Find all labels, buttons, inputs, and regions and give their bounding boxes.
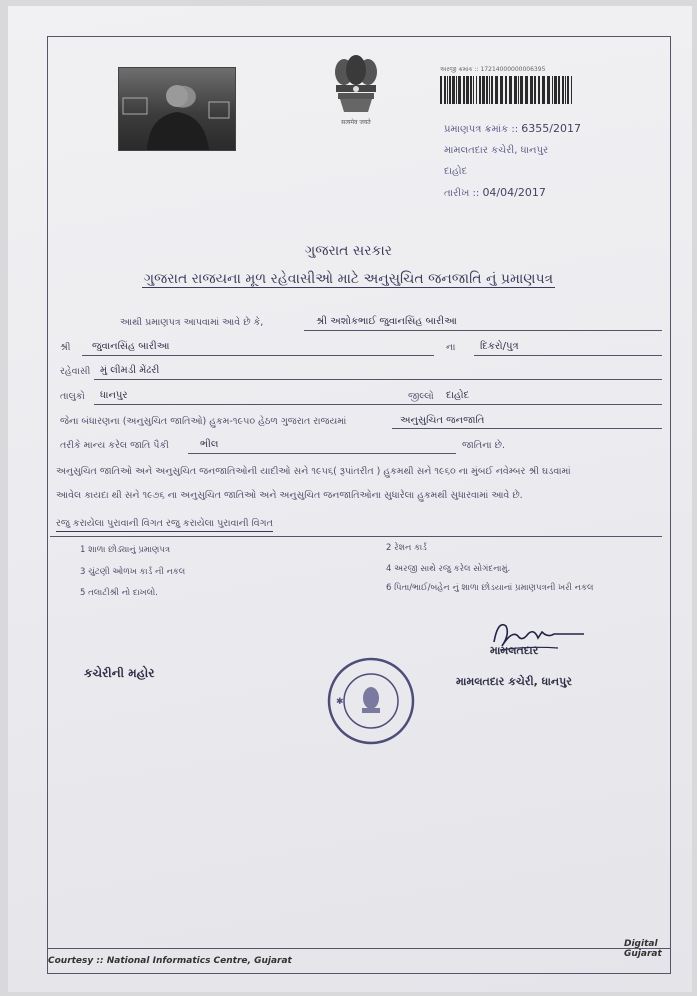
barcode-bar	[558, 76, 560, 104]
barcode-bar	[514, 76, 517, 104]
certificate-title: ગુજરાત રાજયના મૂળ રહેવાસીઓ માટે અનુસુચિત જનજાતિ નું પ્રમાણપત્ર	[143, 271, 554, 287]
na-label: ના	[446, 342, 456, 353]
father-name: જુવાનસિંહ બારીઆ	[92, 341, 170, 352]
barcode-bar	[567, 76, 569, 104]
footer-divider	[47, 948, 671, 949]
taluka-label: તાલુકો	[60, 391, 85, 402]
intro-text: આથી પ્રમાણપત્ર આપવામાં આવે છે કે,	[120, 317, 264, 328]
barcode-bar	[518, 76, 519, 104]
issue-date: 04/04/2017	[482, 186, 546, 199]
certificate-border	[47, 36, 671, 974]
barcode-bar	[470, 76, 472, 104]
barcode-icon	[440, 76, 575, 104]
resident-label: રહેવાસી	[60, 366, 91, 377]
signatory-office: મામલતદાર કચેરી, ધાનપુર	[456, 675, 572, 688]
barcode-bar	[452, 76, 455, 104]
emblem-caption: सत्यमेव जयते	[341, 119, 371, 126]
date-row	[444, 186, 546, 199]
law-paragraph-line1: અનુસુચિત જાતિઓ અને અનુસુચિત જનજાતિઓની યાદીઓ સને ૧૯૫૬( રૂપાંતરીત ) હુકમથી સને ૧૯૬૦ ના મુંબઈ નવેમ્બર શ્રી ઘડવામાં	[56, 466, 571, 477]
ashoka-emblem-icon	[328, 50, 384, 126]
brand-text: Digital Gujarat	[624, 939, 662, 959]
document-item: 1 શાળા છોડ્યાનું પ્રમાણપત્ર	[80, 545, 171, 555]
barcode-bar	[538, 76, 540, 104]
barcode-bar	[447, 76, 448, 104]
barcode-bar	[486, 76, 488, 104]
category: અનુસુચિત જનજાતિ	[400, 415, 485, 426]
barcode-bar	[571, 76, 572, 104]
barcode-bar	[505, 76, 507, 104]
cert-number-label: પ્રમાણપત્ર ક્રમાંક ::	[444, 124, 519, 135]
barcode-bar	[458, 76, 461, 104]
recognised-text: તરીકે માન્ય કરેલ જાતિ પૈકી	[60, 440, 169, 451]
jilla-label: જીલ્લો	[408, 391, 434, 402]
barcode-bar	[500, 76, 503, 104]
barcode-number: અરજી ક્રમાંક :: 17214000000006395	[440, 66, 546, 73]
barcode-bar	[482, 76, 485, 104]
barcode-bar	[547, 76, 550, 104]
barcode-bar	[534, 76, 536, 104]
district: દાહોદ	[444, 166, 468, 177]
applicant-photo	[118, 67, 236, 151]
barcode-bar	[479, 76, 481, 104]
law-paragraph-line2: આવેલ કાયદા થી સને ૧૯૭૬ ના અનુસુચિત જાતિઓ અને અનુસુચિત જનજાતિઓના સુધારેલા હુકમથી સુધારવામાં આવે છે.	[56, 490, 523, 501]
relation-underline	[474, 355, 662, 356]
barcode-bar	[562, 76, 564, 104]
barcode-bar	[495, 76, 498, 104]
father-underline	[82, 355, 434, 356]
cert-number-row	[444, 122, 581, 135]
barcode-bar	[491, 76, 493, 104]
order-text: જેના બંધારણના (અનુસુચિત જાતિઓ) હુકમ-૧૯૫૦ હેઠળ ગુજરાત રાજયમાં	[60, 416, 347, 427]
barcode-bar	[466, 76, 469, 104]
document-item: 5 તલાટીશ્રી નો દાખલો.	[80, 588, 158, 598]
government-title: ગુજરાત સરકાર	[305, 243, 392, 259]
barcode-bar	[565, 76, 566, 104]
person-silhouette-icon	[119, 68, 235, 150]
document-item: 4 અરજી સાથે રજુ કરેલ સોગંદનામું.	[386, 564, 511, 574]
caste: ભીલ	[200, 439, 219, 450]
relation: દિકરો/પુત્ર	[480, 341, 519, 352]
barcode-bar	[530, 76, 533, 104]
document-item: 6 પિતા/ભાઈ/બહેન નું શાળા છોડયાનાં પ્રમાણપત્રની ખરી નકલ	[386, 583, 594, 593]
barcode-bar	[525, 76, 528, 104]
barcode-bar	[552, 76, 553, 104]
jilla: દાહોદ	[446, 390, 470, 401]
cert-number: 6355/2017	[521, 122, 581, 135]
issuing-office: મામલતદાર કચેરી, ધાનપુર	[444, 145, 549, 156]
barcode-bar	[554, 76, 557, 104]
barcode-bar	[449, 76, 451, 104]
name-underline	[304, 330, 662, 331]
round-stamp-icon	[326, 656, 416, 746]
barcode-bar	[440, 76, 442, 104]
barcode-bar	[542, 76, 545, 104]
seal-label: કચેરીની મહોર	[84, 666, 155, 680]
barcode-bar	[456, 76, 457, 104]
signatory-designation: મામલતદાર	[490, 644, 539, 657]
holder-name: શ્રી અશોકભાઈ જુવાનસિંહ બારીઆ	[316, 316, 457, 327]
barcode-bar	[520, 76, 523, 104]
barcode-bar	[473, 76, 474, 104]
document-item: 3 ચુંટણી ઓળખ કાર્ડ ની નકલ	[80, 567, 186, 577]
date-label: તારીખ ::	[444, 188, 480, 199]
taluka-underline	[94, 404, 662, 405]
document-item: 2 રેશન કાર્ડ	[386, 543, 427, 553]
resident-underline	[94, 379, 662, 380]
barcode-bar	[463, 76, 465, 104]
barcode-bar	[509, 76, 512, 104]
documents-divider	[50, 536, 662, 537]
documents-heading: રજુ કરાયેલા પુરાવાની વિગત રજુ કરાયેલા પુરાવાની વિગત	[56, 518, 273, 532]
category-underline	[392, 428, 662, 429]
barcode-bar	[444, 76, 446, 104]
barcode-bar	[489, 76, 490, 104]
shri-label: શ્રી	[60, 342, 71, 353]
caste-underline	[188, 453, 456, 454]
courtesy-text: Courtesy :: National Informatics Centre, Gujarat	[48, 956, 292, 966]
taluka: ધાનપુર	[100, 390, 128, 401]
resident-place: મું લીમડી મેંઢરી	[100, 365, 160, 376]
caste-suffix: જાતિના છે.	[462, 440, 505, 451]
barcode-bar	[476, 76, 477, 104]
office-stamp	[326, 656, 416, 746]
svg-text:✱: ✱	[336, 697, 344, 707]
